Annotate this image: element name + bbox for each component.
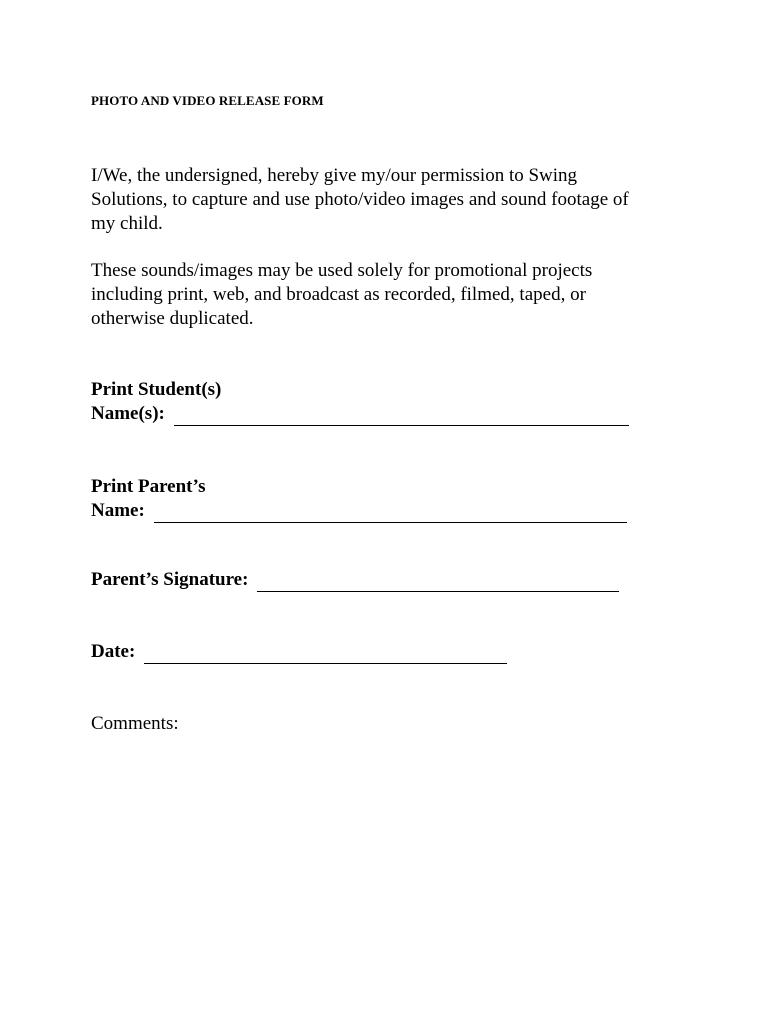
date-blank-line[interactable]	[144, 646, 507, 664]
parent-name-blank-line[interactable]	[154, 505, 627, 523]
student-names-blank-line[interactable]	[174, 408, 629, 426]
paragraph-line: my child.	[91, 213, 163, 234]
parent-signature-field	[91, 568, 619, 592]
comments-label: Comments:	[91, 713, 179, 734]
date-field	[91, 640, 507, 664]
paragraph-line: These sounds/images may be used solely for promotional projects	[91, 260, 593, 281]
parent-name-label-line2: Name:	[91, 500, 145, 521]
usage-paragraph	[91, 259, 691, 331]
permission-paragraph	[91, 164, 691, 236]
parent-name-label-line1: Print Parent’s	[91, 476, 206, 497]
form-title: PHOTO AND VIDEO RELEASE FORM	[91, 93, 324, 108]
paragraph-line: I/We, the undersigned, hereby give my/our permission to Swing	[91, 165, 578, 186]
parent-signature-blank-line[interactable]	[257, 574, 619, 592]
student-names-label-line2: Name(s):	[91, 403, 165, 424]
paragraph-line: otherwise duplicated.	[91, 308, 254, 329]
paragraph-line: Solutions, to capture and use photo/video images and sound footage of	[91, 189, 629, 210]
paragraph-line: including print, web, and broadcast as recorded, filmed, taped, or	[91, 284, 586, 305]
date-label: Date:	[91, 641, 136, 662]
student-names-label-line1: Print Student(s)	[91, 379, 222, 400]
parent-name-field	[91, 475, 627, 523]
student-names-field	[91, 378, 629, 426]
parent-signature-label: Parent’s Signature:	[91, 569, 249, 590]
